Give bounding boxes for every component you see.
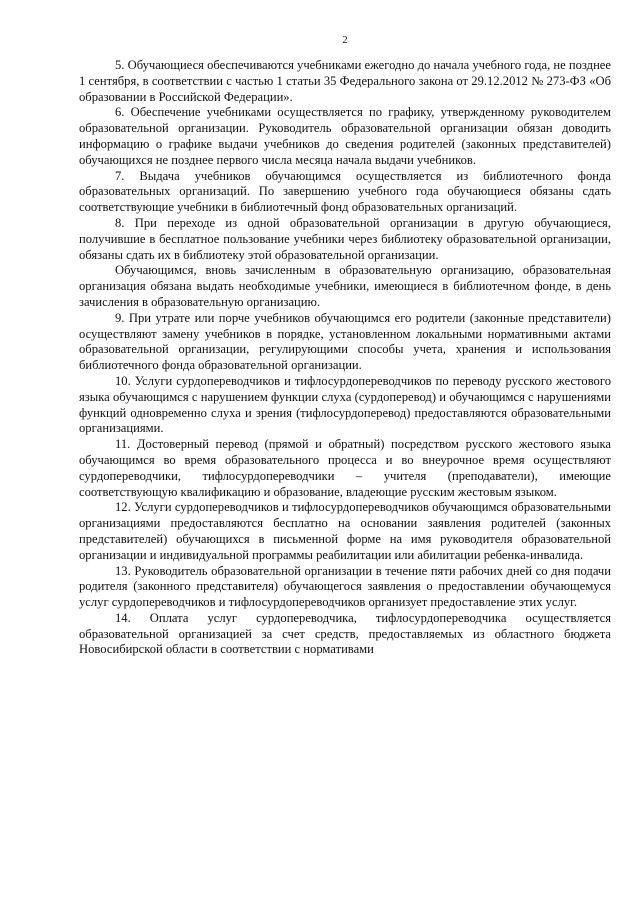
paragraph-12: 12. Услуги сурдопереводчиков и тифлосурдопереводчиков обучающимся образовательными организациями предоставляются бесплатно на основании заявления родителей (законных представителей) обучающихся в письменной форме на имя руководителя образовательной организации и индивидуальной программы реабилитации или абилитации ребенка-инвалида.: [79, 500, 611, 562]
paragraph-13: 13. Руководитель образовательной организации в течение пяти рабочих дней со дня подачи родителя (законного представителя) обучающегося заявления о предоставлении обучающемуся услуг сурдопереводчиков и тифлосурдопереводчиков организует предоставление этих услуг.: [79, 563, 611, 610]
paragraph-5: 5. Обучающиеся обеспечиваются учебниками ежегодно до начала учебного года, не позднее 1 сентября, в соответствии с частью 1 статьи 35 Федерального закона от 29.12.2012 № 273-ФЗ «Об образовании в Российской Федерации».: [79, 58, 611, 104]
paragraph-8-continued: Обучающимся, вновь зачисленным в образовательную организацию, образовательная организация обязана выдать необходимые учебники, имеющиеся в библиотечном фонде, в день зачисления в образовательную организацию.: [79, 263, 611, 309]
page-number: 2: [342, 35, 348, 46]
paragraph-9: 9. При утрате или порче учебников обучающимся его родители (законные представители) осуществляют замену учебников в порядке, установленном локальными нормативными актами образовательной организации, регулирующими способы учета, хранения и использования библиотечного фонда образовательной организации.: [79, 310, 611, 373]
paragraph-8: 8. При переходе из одной образовательной организации в другую обучающиеся, получившие в бесплатное пользование учебники через библиотеку образовательной организации, обязаны сдать их в библиотеку этой образовательной организации.: [79, 215, 611, 262]
paragraph-7: 7. Выдача учебников обучающимся осуществляется из библиотечного фонда образовательных организаций. По завершению учебного года обучающиеся обязаны сдать соответствующие учебники в библиотечный фонд образовательных организаций.: [79, 168, 611, 215]
paragraph-6: 6. Обеспечение учебниками осуществляется по графику, утвержденному руководителем образовательной организации. Руководитель образовательной организации обязан доводить информацию о графике выдачи учебников до сведения родителей (законных представителей) обучающихся не позднее первого числа месяца начала выдачи учебников.: [79, 105, 611, 167]
paragraph-10: 10. Услуги сурдопереводчиков и тифлосурдопереводчиков по переводу русского жестового языка обучающимся с нарушением функции слуха (сурдоперевод) и обучающимся с нарушениями функций одновременно слуха и зрения (тифлосурдоперевод) предоставляются образовательными организациями.: [79, 373, 611, 436]
document-body: [79, 58, 611, 658]
paragraph-14: 14. Оплата услуг сурдопереводчика, тифлосурдопереводчика осуществляется образовательной организацией за счет средств, предоставляемых из областного бюджета Новосибирской области в соответствии с нормативами: [79, 610, 611, 657]
paragraph-11: 11. Достоверный перевод (прямой и обратный) посредством русского жестового языка обучающимся во время образовательного процесса и во внеурочное время осуществляют сурдопереводчики, тифлосурдопереводчики – учителя (преподаватели), имеющие соответствующую квалификацию и образование, владеющие русским жестовым языком.: [79, 437, 611, 499]
